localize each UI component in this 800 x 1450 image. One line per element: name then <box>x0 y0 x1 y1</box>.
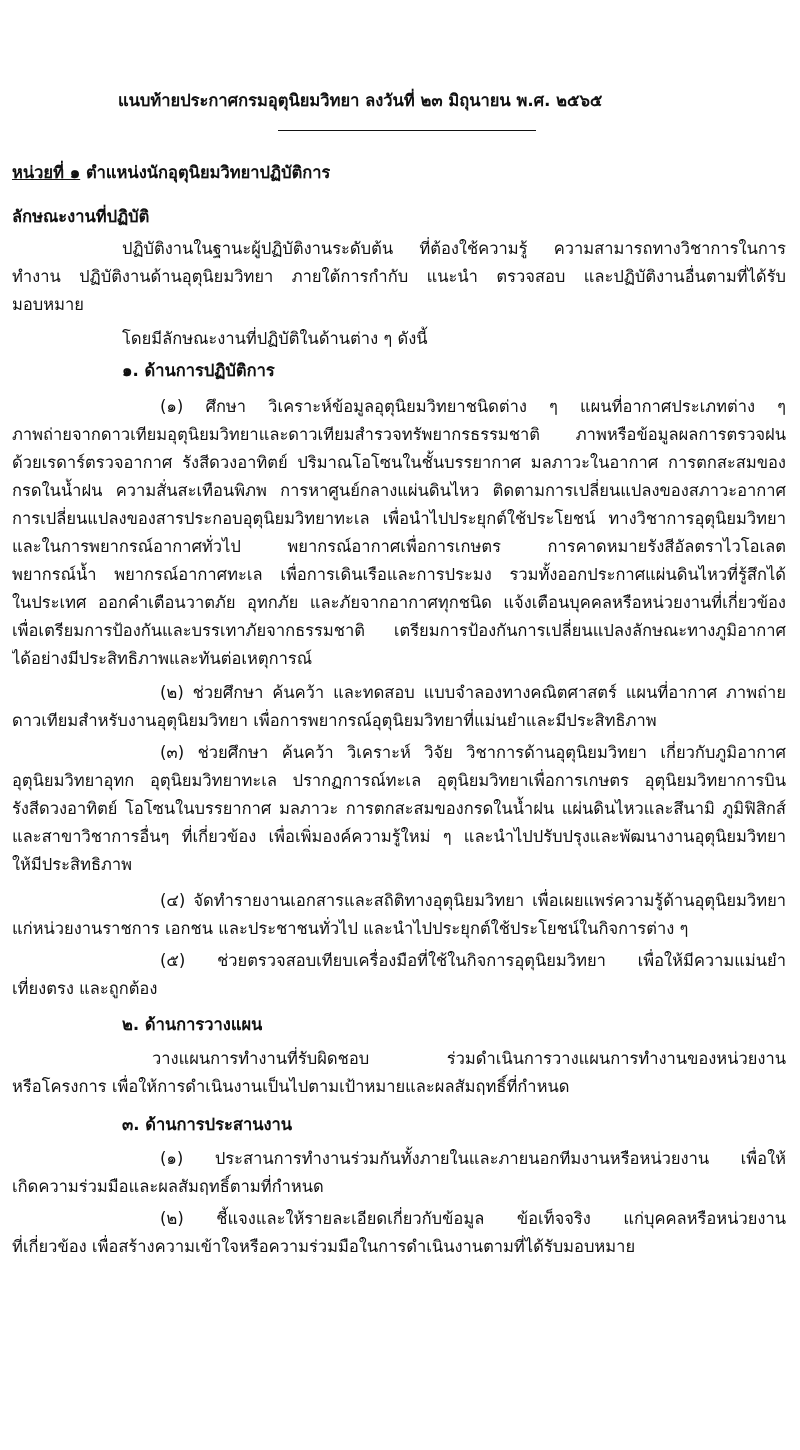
section-1-para-1-line: และในการพยากรณ์อากาศทั่วไป พยากรณ์อากาศเพื่อการเกษตร การคาดหมายรังสีอัลตราไวโอเลต <box>12 537 786 556</box>
intro-line: ปฏิบัติงานในฐานะผู้ปฏิบัติงานระดับต้น ที่ต้องใช้ความรู้ ความสามารถทางวิชาการในการ <box>122 239 786 258</box>
section-1-para-1-line: กรดในน้ำฝน ความสั่นสะเทือนพิภพ การหาศูนย์กลางแผ่นดินไหว ติดตามการเปลี่ยนแปลงของสภาวะอากาศ <box>12 481 786 500</box>
section-1-para-1-line: การเปลี่ยนแปลงของสารประกอบอุตุนิยมวิทยาทะเล เพื่อนำไปประยุกต์ใช้ประโยชน์ ทางวิชาการอุตุนิยมวิทยา <box>12 509 786 528</box>
section-1-para-1-line: ด้วยเรดาร์ตรวจอากาศ รังสีดวงอาทิตย์ ปริมาณโอโซนในชั้นบรรยากาศ มลภาวะในอากาศ การตกสะสมของ <box>12 453 786 472</box>
section-1-para-4-line: (๔) จัดทำรายงานเอกสารและสถิติทางอุตุนิยมวิทยา เพื่อเผยแพร่ความรู้ด้านอุตุนิยมวิทยา <box>160 891 786 910</box>
intro-line: ทำงาน ปฏิบัติงานด้านอุตุนิยมวิทยา ภายใต้การกำกับ แนะนำ ตรวจสอบ และปฏิบัติงานอื่นตามที่ได้รับ <box>12 267 786 286</box>
section-3-para-1-line: เกิดความร่วมมือและผลสัมฤทธิ์ตามที่กำหนด <box>12 1177 324 1196</box>
section-1-para-1-line: (๑) ศึกษา วิเคราะห์ข้อมูลอุตุนิยมวิทยาชนิดต่าง ๆ แผนที่อากาศประเภทต่าง ๆ <box>160 397 786 416</box>
section-1-para-3-line: อุตุนิยมวิทยาอุทก อุตุนิยมวิทยาทะเล ปรากฏการณ์ทะเล อุตุนิยมวิทยาเพื่อการเกษตร อุตุนิยมวิทยาการบิน <box>12 771 786 790</box>
unit-position: ตำแหน่งนักอุตุนิยมวิทยาปฏิบัติการ <box>85 163 331 182</box>
section-1-para-1-line: ได้อย่างมีประสิทธิภาพและทันต่อเหตุการณ์ <box>12 649 313 668</box>
unit-label: หน่วยที่ ๑ <box>12 163 81 182</box>
section-2-para-1-line: หรือโครงการ เพื่อให้การดำเนินงานเป็นไปตามเป้าหมายและผลสัมฤทธิ์ที่กำหนด <box>12 1077 570 1096</box>
intro-sentence: โดยมีลักษณะงานที่ปฏิบัติในด้านต่าง ๆ ดังนี้ <box>122 329 428 348</box>
section-1-para-1-line: เพื่อเตรียมการป้องกันและบรรเทาภัยจากธรรมชาติ เตรียมการป้องกันการเปลี่ยนแปลงลักษณะทางภูมิอากาศ <box>12 621 786 640</box>
header-underline-rule <box>278 130 536 131</box>
section-1-para-5-line: เที่ยงตรง และถูกต้อง <box>12 979 158 998</box>
document-header-title: แนบท้ายประกาศกรมอุตุนิยมวิทยา ลงวันที่ ๒๓ มิถุนายน พ.ศ. ๒๕๖๕ <box>118 91 603 110</box>
section-3-para-2-line: ที่เกี่ยวข้อง เพื่อสร้างความเข้าใจหรือความร่วมมือในการดำเนินงานตามที่ได้รับมอบหมาย <box>12 1237 636 1256</box>
section-1-para-3-line: ให้มีประสิทธิภาพ <box>12 855 133 874</box>
section-1-para-1-line: ภาพถ่ายจากดาวเทียมอุตุนิยมวิทยาและดาวเทียมสำรวจทรัพยากรธรรมชาติ ภาพหรือข้อมูลผลการตรวจฝน <box>12 425 786 444</box>
section-1-para-3-line: รังสีดวงอาทิตย์ โอโซนในบรรยากาศ มลภาวะ การตกสะสมของกรดในน้ำฝน แผ่นดินไหวและสึนามิ ภูมิฟิสิกส์ <box>12 799 786 818</box>
section-1-para-5-line: (๕) ช่วยตรวจสอบเทียบเครื่องมือที่ใช้ในกิจการอุตุนิยมวิทยา เพื่อให้มีความแม่นยำ <box>160 951 786 970</box>
section-3-para-2-line: (๒) ชี้แจงและให้รายละเอียดเกี่ยวกับข้อมูล ข้อเท็จจริง แก่บุคคลหรือหน่วยงาน <box>160 1209 786 1228</box>
unit-heading <box>12 160 330 186</box>
section-3-heading: ๓. ด้านการประสานงาน <box>122 1115 293 1134</box>
section-1-para-1-line: ในประเทศ ออกคำเตือนวาตภัย อุทกภัย และภัยจากอากาศทุกชนิด แจ้งเตือนบุคคลหรือหน่วยงานที่เกี่ยวข้อง <box>12 593 786 612</box>
section-1-para-1-line: พยากรณ์น้ำ พยากรณ์อากาศทะเล เพื่อการเดินเรือและการประมง รวมทั้งออกประกาศแผ่นดินไหวที่รู้สึกได้ <box>12 565 786 584</box>
intro-line: มอบหมาย <box>12 295 84 314</box>
section-2-para-1-line: วางแผนการทำงานที่รับผิดชอบ ร่วมดำเนินการวางแผนการทำงานของหน่วยงาน <box>152 1049 786 1068</box>
section-1-para-3-line: (๓) ช่วยศึกษา ค้นคว้า วิเคราะห์ วิจัย วิชาการด้านอุตุนิยมวิทยา เกี่ยวกับภูมิอากาศ <box>160 743 786 762</box>
section-3-para-1-line: (๑) ประสานการทำงานร่วมกันทั้งภายในและภายนอกทีมงานหรือหน่วยงาน เพื่อให้ <box>160 1149 786 1168</box>
section-1-para-3-line: และสาขาวิชาการอื่นๆ ที่เกี่ยวข้อง เพื่อเพิ่มองค์ความรู้ใหม่ ๆ และนำไปปรับปรุงและพัฒนางานอุตุนิยมวิทยา <box>12 827 786 846</box>
section-1-para-4-line: แก่หน่วยงานราชการ เอกชน และประชาชนทั่วไป และนำไปประยุกต์ใช้ประโยชน์ในกิจการต่าง ๆ <box>12 919 689 938</box>
section-1-heading: ๑. ด้านการปฏิบัติการ <box>122 361 275 380</box>
section-2-heading: ๒. ด้านการวางแผน <box>122 1015 263 1034</box>
nature-heading: ลักษณะงานที่ปฏิบัติ <box>12 207 150 226</box>
section-1-para-2-line: ดาวเทียมสำหรับงานอุตุนิยมวิทยา เพื่อการพยากรณ์อุตุนิยมวิทยาที่แม่นยำและมีประสิทธิภาพ <box>12 711 657 730</box>
section-1-para-2-line: (๒) ช่วยศึกษา ค้นคว้า และทดสอบ แบบจำลองทางคณิตศาสตร์ แผนที่อากาศ ภาพถ่าย <box>160 683 786 702</box>
